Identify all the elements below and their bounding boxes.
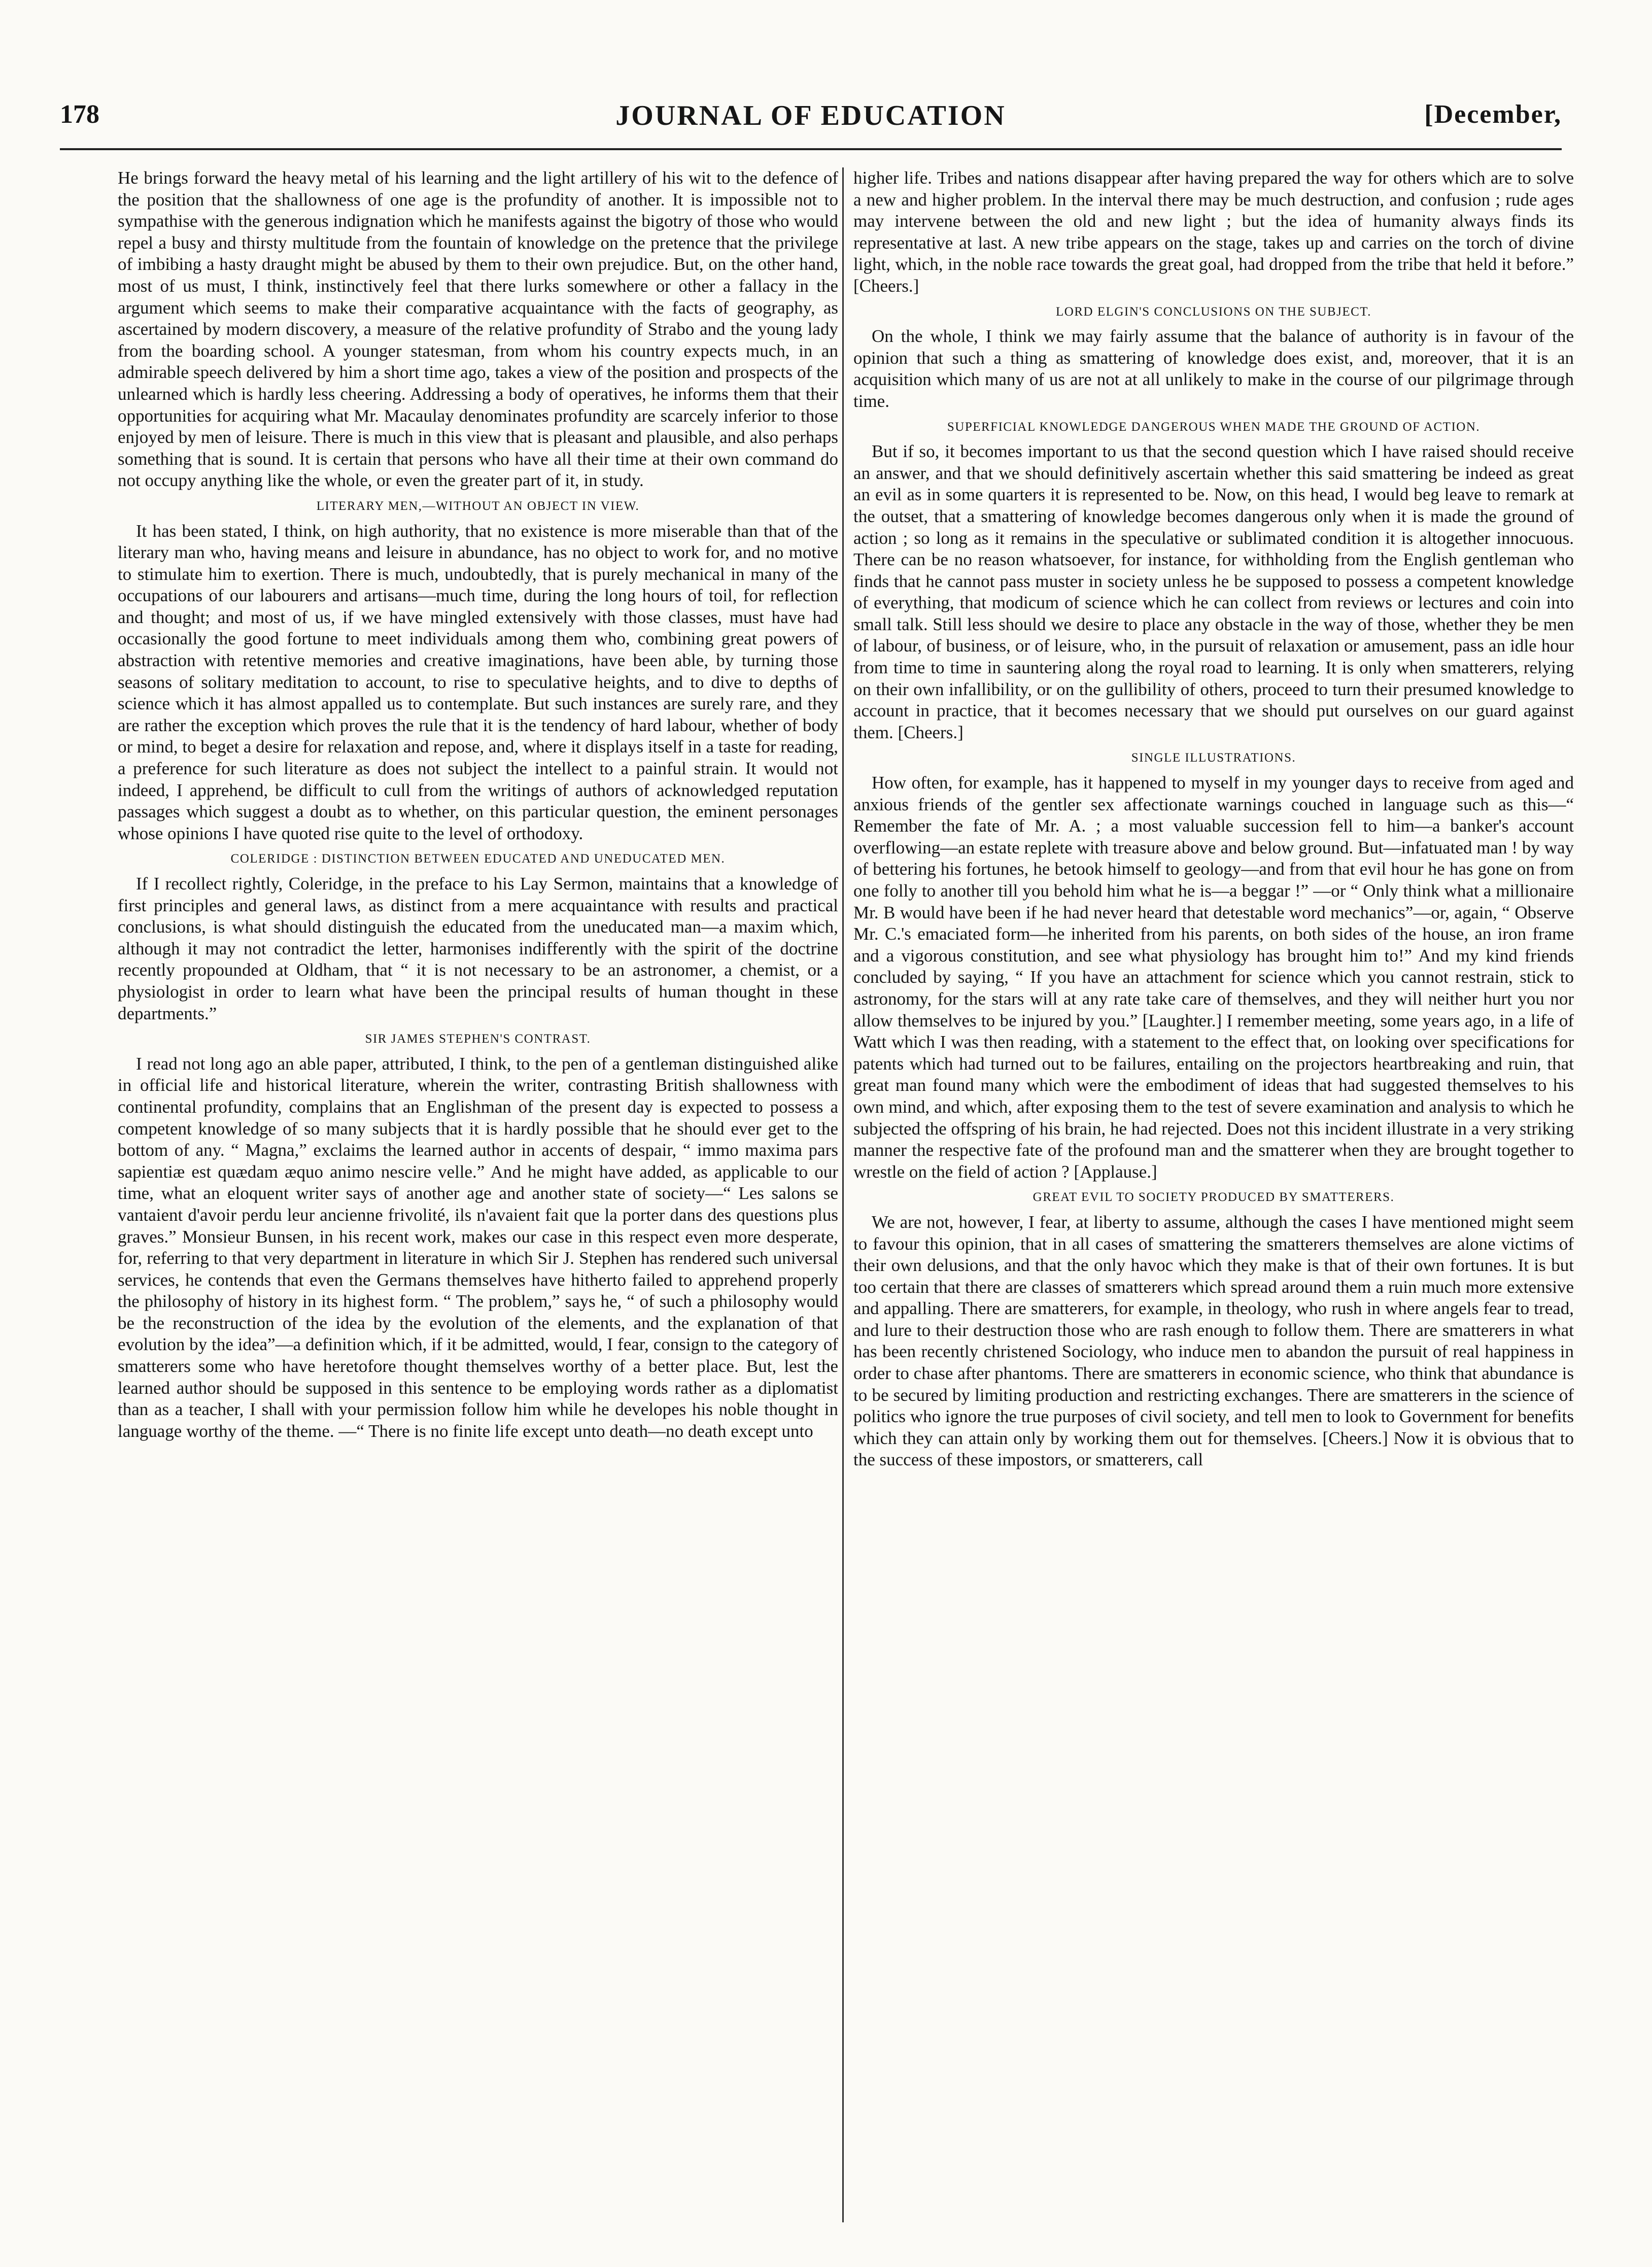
section-heading: COLERIDGE : DISTINCTION BETWEEN EDUCATED AND UNEDUCATED MEN. (230, 852, 726, 866)
header-rule (60, 148, 1562, 150)
running-header (60, 99, 1562, 140)
paragraph: He brings forward the heavy metal of his learning and the light artillery of his wit to the defence of the position that the shallowness of one age is the profundity of another. It is impossible not to sympathise with the generous indignation which he manifests against the bigotry of those who would repel a busy and thirsty multitude from the fountain of knowledge on the pretence that the privilege of imbibing a hasty draught might be abused by them to their own prejudice. But, on the other hand, most of us must, I think, instinctively feel that there lurks somewhere or other a fallacy in the argument which seems to make their comparative acquaintance with the facts of geography, as ascertained by modern discovery, a measure of the relative profundity of Strabo and the young lady from the boarding school. A younger statesman, from whom his country expects much, in an admirable speech delivered by him a short time ago, takes a view of the position and prospects of the unlearned which is hardly less cheering. Addressing a body of operatives, he informs them that their opportunities for acquiring what Mr. Macaulay denominates profundity are scarcely inferior to those enjoyed by men of leisure. There is much in this view that is pleasant and plausible, and also perhaps something that is sound. It is certain that persons who have all their time at their own command do not occupy anything like the whole, or even the greater part of it, in study. (118, 168, 838, 491)
right-column (853, 167, 1574, 1471)
section-heading: LORD ELGIN'S CONCLUSIONS ON THE SUBJECT. (1056, 304, 1371, 319)
paragraph: I read not long ago an able paper, attributed, I think, to the pen of a gentleman distinguished alike in official life and historical literature, wherein the writer, contrasting British shallowness with continental profundity, complains that an Englishman of the present day is expected to possess a competent knowledge of so many subjects that it is hardly possible that he should ever get to the bottom of any. “ Magna,” exclaims the learned author in accents of despair, “ immo maxima pars sapientiæ est quædam æquo animo nescire velle.” And he might have added, as applicable to our time, what an eloquent writer says of another age and another state of society—“ Les salons se vantaient d'avoir perdu leur ancienne frivolité, ils n'avaient fait que la porter dans des questions plus graves.” Monsieur Bunsen, in his recent work, makes our case in this respect even more desperate, for, referring to that very department in literature in which Sir J. Stephen has rendered such universal services, he contends that even the Germans themselves have hitherto failed to apprehend properly the philosophy of history in its highest form. “ The problem,” says he, “ of such a philosophy would be the reconstruction of the idea by the evolution of the elements, and the explanation of that evolution by the idea”—a definition which, if it be admitted, would, I fear, consign to the category of smatterers some who have heretofore thought themselves worthy of a better place. But, lest the learned author should be supposed in this sentence to be employing words rather as a diplomatist than as a teacher, I shall with your permission follow him while he developes his noble thought in language worthy of the theme. —“ There is no finite life except unto death—no death except unto (118, 1053, 838, 1441)
column-divider (842, 167, 844, 2222)
section-heading: SUPERFICIAL KNOWLEDGE DANGEROUS WHEN MADE THE GROUND OF ACTION. (947, 420, 1481, 434)
journal-title: JOURNAL OF EDUCATION (615, 100, 1006, 131)
header-month: [December, (1424, 100, 1562, 129)
paragraph: But if so, it becomes important to us that the second question which I have raised should receive an answer, and that we should definitively ascertain whether this said smattering be indeed as great an evil as in some quarters it is represented to be. Now, on this head, I would beg leave to remark at the outset, that a smattering of knowledge becomes dangerous only when it is made the ground of action ; so long as it remains in the speculative or sublimated condition it is altogether innocuous. There can be no reason whatsoever, for instance, for withholding from the English gentleman who finds that he cannot pass muster in society unless he be supposed to possess a competent knowledge of everything, that modicum of science which he can collect from reviews or lectures and coin into small talk. Still less should we desire to place any obstacle in the way of those, whether they be men of labour, of business, or of leisure, who, in the pursuit of relaxation or amusement, pass an idle hour from time to time in sauntering along the royal road to learning. It is only when smatterers, relying on their own infallibility, or on the gullibility of others, proceed to turn their presumed knowledge to account in practice, that it becomes necessary that we should put ourselves on our guard against them. [Cheers.] (853, 441, 1574, 742)
section-heading: SINGLE ILLUSTRATIONS. (1131, 751, 1296, 765)
section-heading: LITERARY MEN,—WITHOUT AN OBJECT IN VIEW. (316, 499, 640, 513)
paragraph: How often, for example, has it happened to myself in my younger days to receive from aged and anxious friends of the gentler sex affectionate warnings couched in language such as this—“ Remember the fate of Mr. A. ; a most valuable succession fell to him—a banker's account overflowing—an estate replete with treasure above and below ground. But—infatuated man ! by way of bettering his fortunes, he betook himself to geology—and from that evil hour he has gone on from one folly to another till you behold him what he is—a beggar !” —or “ Only think what a millionaire Mr. B would have been if he had never heard that detestable word mechanics”—or, again, “ Observe Mr. C.'s emaciated form—he inherited from his parents, on both sides of the house, an iron frame and a vigorous constitution, and see what physiology has brought him to!” And my kind friends concluded by saying, “ If you have an attachment for science which you cannot restrain, stick to astronomy, for the stars will at any rate take care of themselves, and they will neither hurt you nor allow themselves to be injured by you.” [Laughter.] I remember meeting, some years ago, in a life of Watt which I was then reading, with a statement to the effect that, on looking over specifications for patents which had turned out to be failures, entailing on the projectors heartbreaking and ruin, that great man found many which were the embodiment of ideas that had suggested themselves to his own mind, and which, after exposing them to the test of severe examination and analysis to which he subjected the offspring of his brain, he had rejected. Does not this incident illustrate in a very striking manner the respective fate of the profound man and the smatterer when they are brought together to wrestle on the field of action ? [Applause.] (853, 773, 1574, 1182)
paragraph: higher life. Tribes and nations disappear after having prepared the way for others which are to solve a new and higher problem. In the interval there may be much destruction, and confusion ; rude ages may intervene between the old and new light ; but the idea of humanity always finds its representative at last. A new tribe appears on the stage, takes up and carries on the torch of divine light, which, in the noble race towards the great goal, had dropped from the tribe that held it before.” [Cheers.] (853, 168, 1574, 296)
left-column (118, 167, 838, 1442)
paragraph: If I recollect rightly, Coleridge, in the preface to his Lay Sermon, maintains that a knowledge of first principles and general laws, as distinct from a mere acquaintance with results and practical conclusions, is what should distinguish the educated from the uneducated man—a maxim which, although it may not contradict the letter, harmonises indifferently with the spirit of the doctrine recently propounded at Oldham, that “ it is not necessary to be an astronomer, a chemist, or a physiologist in order to learn what have been the principal results of human thought in these departments.” (118, 874, 838, 1023)
section-heading: SIR JAMES STEPHEN'S CONTRAST. (365, 1032, 591, 1046)
section-heading: GREAT EVIL TO SOCIETY PRODUCED BY SMATTERERS. (1032, 1190, 1395, 1205)
paragraph: On the whole, I think we may fairly assume that the balance of authority is in favour of the opinion that such a thing as smattering of knowledge does exist, and, moreover, that it is an acquisition which many of us are not at all unlikely to make in the course of our pilgrimage through time. (853, 326, 1574, 411)
paragraph: We are not, however, I fear, at liberty to assume, although the cases I have mentioned might seem to favour this opinion, that in all cases of smattering the smatterers themselves are alone victims of their own delusions, and that the only havoc which they make is that of their own fortunes. It is but too certain that there are classes of smatterers which spread around them a ruin much more extensive and appalling. There are smatterers, for example, in theology, who rush in where angels fear to tread, and lure to their destruction those who are rash enough to follow them. There are smatterers in what has been recently christened Sociology, who induce men to abandon the pursuit of real happiness in order to chase after phantoms. There are smatterers in economic science, who think that abundance is to be secured by limiting production and restricting exchanges. There are smatterers in the science of politics who ignore the true purposes of civil society, and tell men to look to Government for benefits which they can attain only by working them out for themselves. [Cheers.] Now it is obvious that to the success of these impostors, or smatterers, call (853, 1212, 1574, 1470)
paragraph: It has been stated, I think, on high authority, that no existence is more miserable than that of the literary man who, having means and leisure in abundance, has no object to work for, and no motive to stimulate him to exertion. There is much, undoubtedly, that is purely mechanical in many of the occupations of our labourers and artisans—much time, during the long hours of toil, for reflection and thought; and most of us, if we have mingled extensively with those classes, must have had occasionally the good fortune to meet individuals among them who, combining great powers of abstraction with retentive memories and creative imaginations, have been able, by turning those seasons of solitary meditation to account, to rise to speculative heights, and to dive to depths of science which it has almost appalled us to contemplate. But such instances are surely rare, and they are rather the exception which proves the rule that it is the tendency of hard labour, whether of body or mind, to beget a desire for relaxation and repose, and, where it displays itself in a taste for reading, a preference for such literature as does not subject the intellect to a painful strain. It would not indeed, I apprehend, be difficult to cull from the writings of authors of acknowledged reputation passages which suggest a doubt as to whether, on this particular question, the eminent personages whose opinions I have quoted rise quite to the level of orthodoxy. (118, 521, 838, 843)
page-number: 178 (60, 100, 99, 129)
